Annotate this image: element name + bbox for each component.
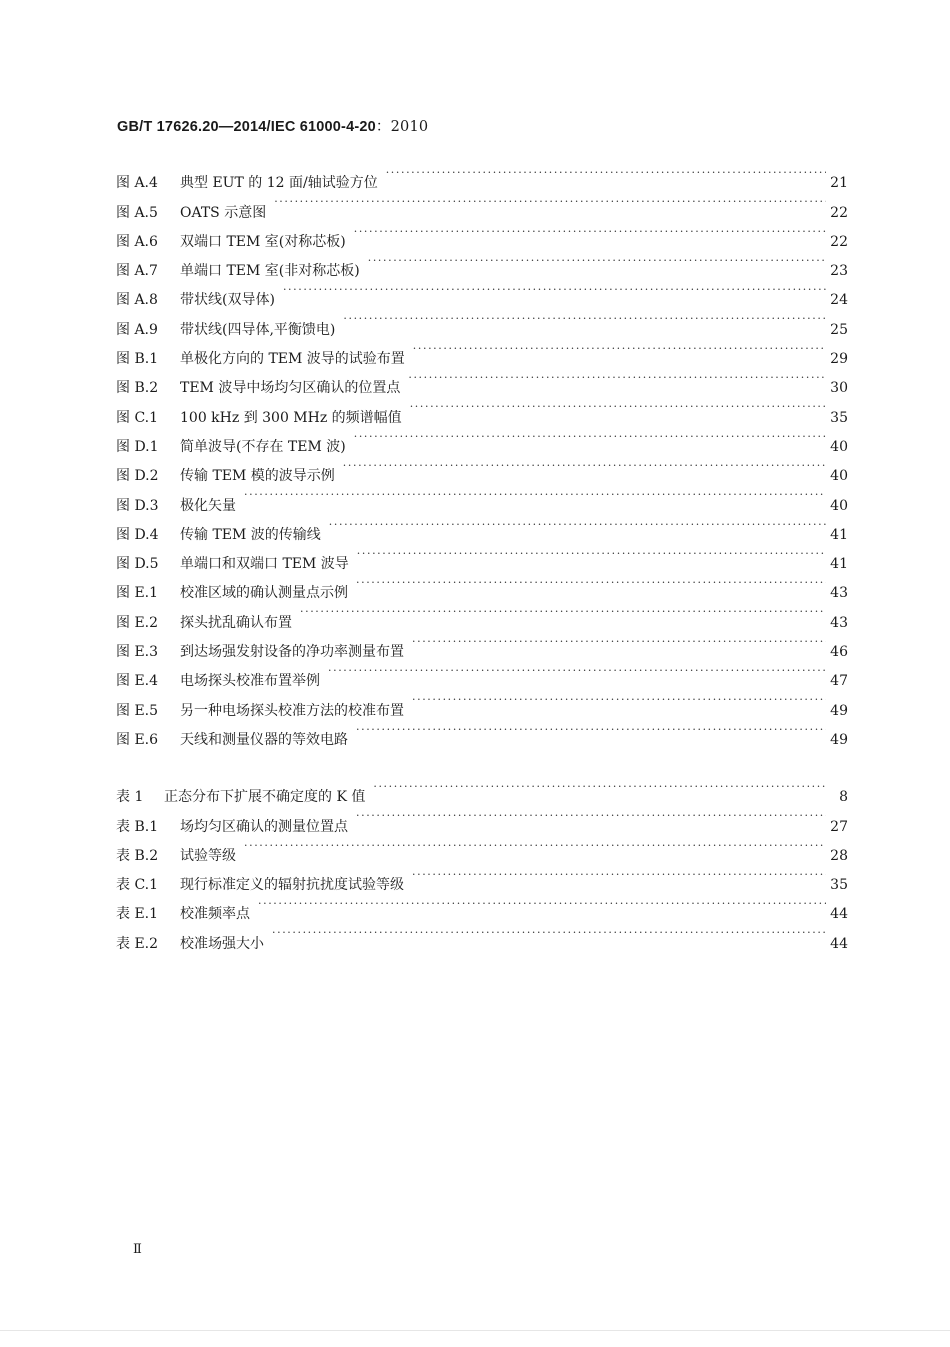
- entry-page: 49: [830, 731, 848, 748]
- entry-label: 图 B.1: [116, 351, 159, 368]
- entry-label: 图 D.2: [116, 468, 159, 485]
- leader-dots: [283, 275, 826, 304]
- leader-dots: [356, 715, 826, 744]
- entry-title: TEM 波导中场均匀区确认的位置点: [180, 380, 401, 397]
- leader-dots: [343, 304, 826, 333]
- entry-label: 图 A.7: [116, 263, 158, 280]
- entry-title: 天线和测量仪器的等效电路: [180, 731, 348, 748]
- entry-label: 图 E.2: [116, 614, 159, 631]
- leader-dots: [272, 918, 826, 947]
- entry-page: 43: [830, 585, 848, 602]
- page-number: Ⅱ: [133, 1242, 142, 1257]
- entry-page: 49: [830, 702, 848, 719]
- leader-dots: [386, 158, 826, 187]
- entry-label: 图 D.1: [116, 438, 159, 455]
- table-list: [116, 772, 848, 952]
- entry-title: 另一种电场探头校准方法的校准布置: [180, 702, 404, 719]
- entry-page: 44: [830, 906, 848, 923]
- entry-page: 21: [830, 175, 848, 192]
- entry-label: 表 E.2: [116, 935, 159, 952]
- entry-title: OATS 示意图: [180, 204, 267, 221]
- entry-title: 现行标准定义的辐射抗扰度试验等级: [180, 877, 404, 894]
- standard-year: 2010: [390, 119, 429, 135]
- entry-page: 22: [830, 233, 848, 250]
- leader-dots: [244, 831, 826, 860]
- leader-dots: [408, 363, 826, 392]
- entry-page: 23: [830, 263, 848, 280]
- leader-dots: [329, 510, 826, 539]
- entry-page: 27: [830, 818, 848, 835]
- entry-label: 图 E.1: [116, 585, 159, 602]
- leader-dots: [356, 801, 826, 830]
- entry-page: 28: [830, 847, 848, 864]
- entry-title: 典型 EUT 的 12 面/轴试验方位: [180, 175, 378, 192]
- entry-page: 22: [830, 204, 848, 221]
- entry-label: 图 D.5: [116, 556, 159, 573]
- leader-dots: [413, 334, 826, 363]
- bottom-divider: [0, 1330, 950, 1331]
- entry-label: 表 C.1: [116, 877, 159, 894]
- leader-dots: [412, 627, 826, 656]
- entry-title: 带状线(四导体,平衡馈电): [180, 321, 336, 338]
- entry-page: 41: [830, 526, 848, 543]
- document-header: [117, 115, 428, 136]
- entry-page: 40: [830, 497, 848, 514]
- standard-number: GB/T 17626.20—2014/IEC 61000-4-20: [117, 119, 376, 135]
- leader-dots: [354, 422, 826, 451]
- entry-title: 探头扰乱确认布置: [180, 614, 292, 631]
- leader-dots: [373, 772, 826, 801]
- entry-label: 图 E.3: [116, 644, 159, 661]
- entry-page: 40: [830, 438, 848, 455]
- entry-label: 图 E.4: [116, 673, 159, 690]
- entry-label: 图 A.4: [116, 175, 158, 192]
- entry-page: 30: [830, 380, 848, 397]
- entry-page: 44: [830, 935, 848, 952]
- entry-page: 8: [839, 789, 848, 806]
- entry-title: 极化矢量: [180, 497, 236, 514]
- entry-title: 单端口和双端口 TEM 波导: [180, 556, 349, 573]
- leader-dots: [328, 656, 826, 685]
- leader-dots: [368, 246, 826, 275]
- entry-page: 46: [830, 644, 848, 661]
- entry-label: 图 E.5: [116, 702, 159, 719]
- entry-label: 图 D.3: [116, 497, 159, 514]
- entry-label: 图 E.6: [116, 731, 159, 748]
- leader-dots: [300, 597, 826, 626]
- entry-label: 图 C.1: [116, 409, 159, 426]
- entry-page: 24: [830, 292, 848, 309]
- entry-label: 图 A.8: [116, 292, 158, 309]
- entry-page: 47: [830, 673, 848, 690]
- toc-entry[interactable]: [116, 158, 848, 192]
- entry-label: 表 E.1: [116, 906, 159, 923]
- leader-dots: [410, 392, 826, 421]
- entry-title: 单端口 TEM 室(非对称芯板): [180, 263, 360, 280]
- entry-title: 传输 TEM 波的传输线: [180, 526, 321, 543]
- leader-dots: [412, 860, 826, 889]
- entry-page: 35: [830, 877, 848, 894]
- entry-page: 41: [830, 556, 848, 573]
- entry-title: 校准区域的确认测量点示例: [180, 585, 348, 602]
- entry-page: 35: [830, 409, 848, 426]
- entry-label: 图 D.4: [116, 526, 159, 543]
- entry-title: 试验等级: [180, 847, 236, 864]
- entry-title: 校准频率点: [180, 906, 250, 923]
- leader-dots: [343, 451, 826, 480]
- entry-label: 图 B.2: [116, 380, 159, 397]
- entry-title: 正态分布下扩展不确定度的 K 值: [164, 789, 366, 806]
- leader-dots: [412, 685, 826, 714]
- entry-title: 带状线(双导体): [180, 292, 275, 309]
- entry-title: 到达场强发射设备的净功率测量布置: [180, 644, 404, 661]
- entry-title: 场均匀区确认的测量位置点: [180, 818, 348, 835]
- toc-entry[interactable]: [116, 772, 848, 806]
- figure-list: [116, 158, 848, 748]
- entry-label: 图 A.6: [116, 233, 158, 250]
- entry-label: 图 A.5: [116, 204, 158, 221]
- entry-title: 双端口 TEM 室(对称芯板): [180, 233, 346, 250]
- entry-title: 校准场强大小: [180, 935, 264, 952]
- leader-dots: [244, 480, 826, 509]
- leader-dots: [354, 217, 826, 246]
- leader-dots: [357, 539, 826, 568]
- leader-dots: [258, 889, 826, 918]
- entry-title: 单极化方向的 TEM 波导的试验布置: [180, 351, 405, 368]
- entry-label: 表 1: [116, 789, 144, 806]
- entry-title: 电场探头校准布置举例: [180, 673, 320, 690]
- entry-label: 表 B.1: [116, 818, 159, 835]
- entry-page: 25: [830, 321, 848, 338]
- entry-label: 表 B.2: [116, 847, 159, 864]
- year-separator: ：: [375, 119, 391, 135]
- entry-title: 传输 TEM 模的波导示例: [180, 468, 335, 485]
- leader-dots: [356, 568, 826, 597]
- entry-page: 40: [830, 468, 848, 485]
- entry-page: 43: [830, 614, 848, 631]
- leader-dots: [274, 187, 826, 216]
- entry-title: 简单波导(不存在 TEM 波): [180, 438, 346, 455]
- entry-page: 29: [830, 351, 848, 368]
- entry-label: 图 A.9: [116, 321, 158, 338]
- entry-title: 100 kHz 到 300 MHz 的频谱幅值: [180, 409, 402, 426]
